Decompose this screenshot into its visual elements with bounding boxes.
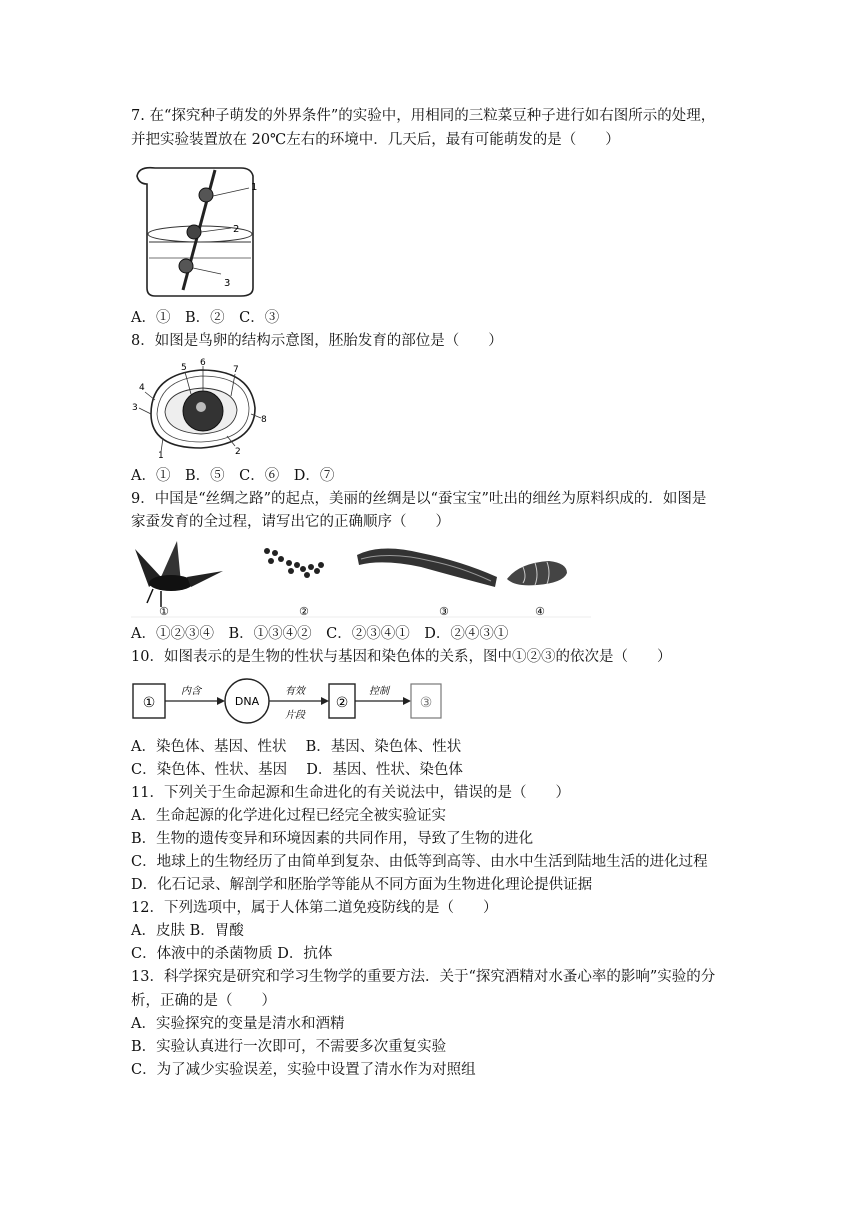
- q13-option-c: C．为了减少实验误差，实验中设置了清水作为对照组: [131, 1062, 476, 1078]
- q7-fig-label-3: 3: [224, 278, 231, 289]
- pupa-icon: [507, 561, 567, 585]
- diagram-box-2-label: ②: [335, 695, 349, 711]
- q8-fig-label-3: 3: [132, 403, 138, 413]
- q12-options-line2: C．体液中的杀菌物质 D．抗体: [131, 946, 333, 962]
- q10-options-line2: C．染色体、性状、基因 D．基因、性状、染色体: [131, 762, 463, 778]
- q7-fig-label-2: 2: [233, 224, 240, 235]
- diagram-arrow-1-label: 内含: [181, 686, 201, 697]
- q11-option-d: D．化石记录、解剖学和胚胎学等能从不同方面为生物进化理论提供证据: [131, 877, 593, 893]
- gene-chromosome-flow-diagram: [131, 676, 451, 728]
- q8-fig-label-2: 2: [235, 447, 241, 457]
- q8-fig-label-1: 1: [158, 451, 164, 460]
- q7-stem-line2: 并把实验装置放在 20℃左右的环境中．几天后，最有可能萌发的是（ ）: [131, 132, 620, 148]
- q13-stem-line2: 析，正确的是（ ）: [131, 993, 276, 1009]
- q10-options-line1: A．染色体、基因、性状 B．基因、染色体、性状: [131, 739, 462, 755]
- moth-icon: [135, 541, 223, 607]
- q8-fig-label-7: 7: [233, 365, 239, 375]
- q8-stem: 8．如图是鸟卵的结构示意图，胚胎发育的部位是（ ）: [131, 333, 503, 349]
- bird-egg-structure-figure: [131, 356, 271, 460]
- q13-option-a: A．实验探究的变量是清水和酒精: [131, 1016, 345, 1032]
- q7-options: A．① B．② C．③: [131, 310, 280, 326]
- q7-stem-line1: 7. 在“探究种子萌发的外界条件”的实验中，用相同的三粒菜豆种子进行如右图所示的处理，: [131, 108, 716, 124]
- diagram-arrow-2-top-label: 有效: [285, 686, 305, 697]
- diagram-arrow-3-label: 控制: [369, 686, 389, 697]
- q7-fig-label-1: 1: [251, 182, 258, 193]
- q13-option-b: B．实验认真进行一次即可，不需要多次重复实验: [131, 1039, 447, 1055]
- silkworm-life-cycle-figure: [131, 537, 591, 623]
- q11-option-b: B．生物的遗传变异和环境因素的共同作用，导致了生物的进化: [131, 831, 534, 847]
- diagram-arrow-2-bottom-label: 片段: [285, 710, 305, 721]
- q9-options: A．①②③④ B．①③④② C．②③④① D．②④③①: [131, 626, 509, 642]
- q11-stem: 11．下列关于生命起源和生命进化的有关说法中，错误的是（ ）: [131, 785, 570, 801]
- q8-fig-label-4: 4: [139, 383, 145, 393]
- q9-stem-line1: 9．中国是“丝绸之路”的起点，美丽的丝绸是以“蚕宝宝”吐出的细丝为原料织成的．如图是: [131, 491, 707, 507]
- q9-fig-label-2: ②: [299, 605, 309, 618]
- q9-stem-line2: 家蚕发育的全过程，请写出它的正确顺序（ ）: [131, 514, 450, 530]
- q11-option-a: A．生命起源的化学进化过程已经完全被实验证实: [131, 808, 446, 824]
- eggs-icon: [264, 548, 324, 578]
- q10-stem: 10．如图表示的是生物的性状与基因和染色体的关系，图中①②③的依次是（ ）: [131, 649, 672, 665]
- q11-option-c: C．地球上的生物经历了由简单到复杂、由低等到高等、由水中生活到陆地生活的进化过程: [131, 854, 708, 870]
- q9-fig-label-4: ④: [535, 605, 545, 618]
- q8-fig-label-8: 8: [261, 415, 267, 425]
- q9-fig-label-1: ①: [159, 605, 169, 618]
- diagram-dna-label: DNA: [234, 695, 260, 708]
- diagram-box-1-label: ①: [142, 695, 156, 711]
- q8-fig-label-5: 5: [181, 363, 187, 373]
- q13-stem-line1: 13．科学探究是研究和学习生物学的重要方法．关于“探究酒精对水蚤心率的影响”实验的分: [131, 969, 716, 985]
- seed-beaker-figure: [131, 162, 271, 304]
- q12-options-line1: A．皮肤 B．胃酸: [131, 923, 244, 939]
- q12-stem: 12．下列选项中，属于人体第二道免疫防线的是（ ）: [131, 900, 498, 916]
- q8-options: A．① B．⑤ C．⑥ D．⑦: [131, 468, 335, 484]
- q8-fig-label-6: 6: [200, 358, 206, 368]
- larva-icon: [357, 548, 497, 587]
- diagram-box-3-label: ③: [419, 695, 433, 711]
- q9-fig-label-3: ③: [439, 605, 449, 618]
